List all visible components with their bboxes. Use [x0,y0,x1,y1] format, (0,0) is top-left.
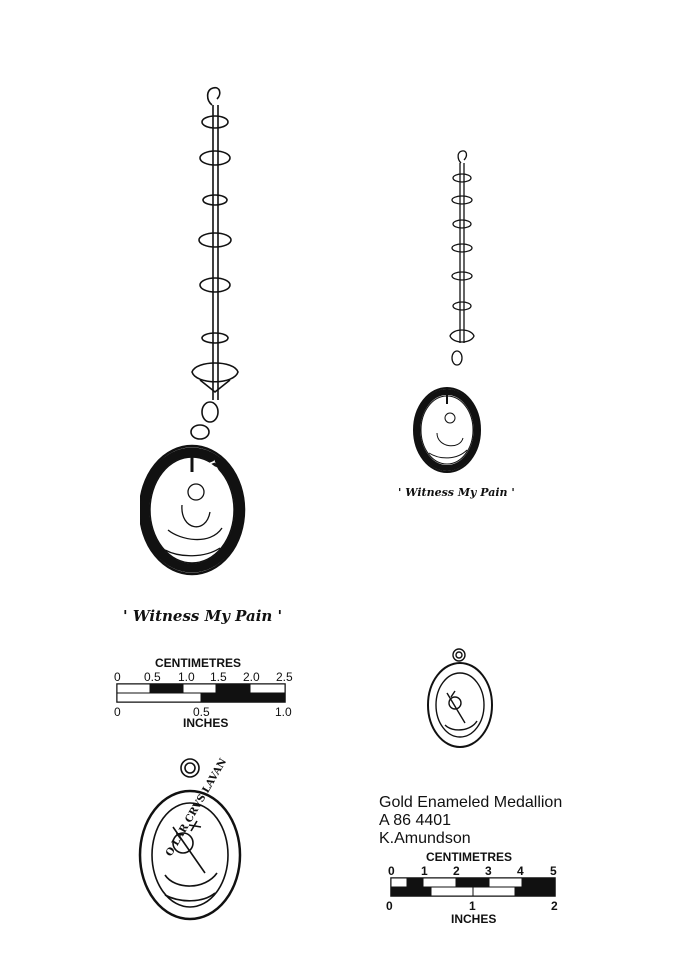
scale-a-top-tick-3: 1.5 [210,670,227,684]
scale-a-bar [116,683,288,705]
catalog-number: A 86 4401 [379,812,452,829]
scale-b-top-tick-0: 0 [388,864,395,878]
scale-b-top-label: CENTIMETRES [426,850,513,864]
artist-name: K.Amundson [379,830,471,847]
scale-b-top-tick-5: 5 [550,864,557,878]
caption-large: ' Witness My Pain ' [123,607,283,625]
scale-b-bottom-tick-2: 2 [551,899,558,913]
scale-a-top-tick-0: 0 [114,670,121,684]
scale-a-top-tick-4: 2.0 [243,670,260,684]
pendant-inscription: O LAR CRVS LAVAN [164,756,230,859]
scale-a-top-tick-5: 2.5 [276,670,293,684]
pendant-medallion-small-illustration [425,645,497,755]
scale-b-top-tick-3: 3 [485,864,492,878]
rosary-medallion-large-illustration [140,80,290,600]
scale-a-top-label: CENTIMETRES [155,656,242,670]
scale-b-bottom-label: INCHES [451,912,497,926]
scale-a-top-tick-2: 1.0 [178,670,195,684]
scale-b-top-tick-4: 4 [517,864,524,878]
scale-b-bottom-tick-1: 1 [469,899,476,913]
scale-a-bottom-tick-1: 0.5 [193,705,210,719]
scale-b-top-tick-2: 2 [453,864,460,878]
scale-b-bottom-tick-0: 0 [386,899,393,913]
caption-small: ' Witness My Pain ' [398,486,515,499]
medallion-title: Gold Enameled Medallion [379,794,563,811]
scale-b-top-tick-1: 1 [421,864,428,878]
pendant-medallion-large-illustration [135,755,245,925]
scale-a-bottom-tick-0: 0 [114,705,121,719]
medallion-inscription-right: LORMEV [205,459,232,506]
scale-a-bottom-tick-2: 1.0 [275,705,292,719]
scale-b-bar [390,877,560,899]
rosary-medallion-small-illustration [405,148,505,478]
medallion-inscription-left: VIDETEDO [159,480,188,537]
scale-a-top-tick-1: 0.5 [144,670,161,684]
scale-a-bottom-label: INCHES [183,716,229,730]
